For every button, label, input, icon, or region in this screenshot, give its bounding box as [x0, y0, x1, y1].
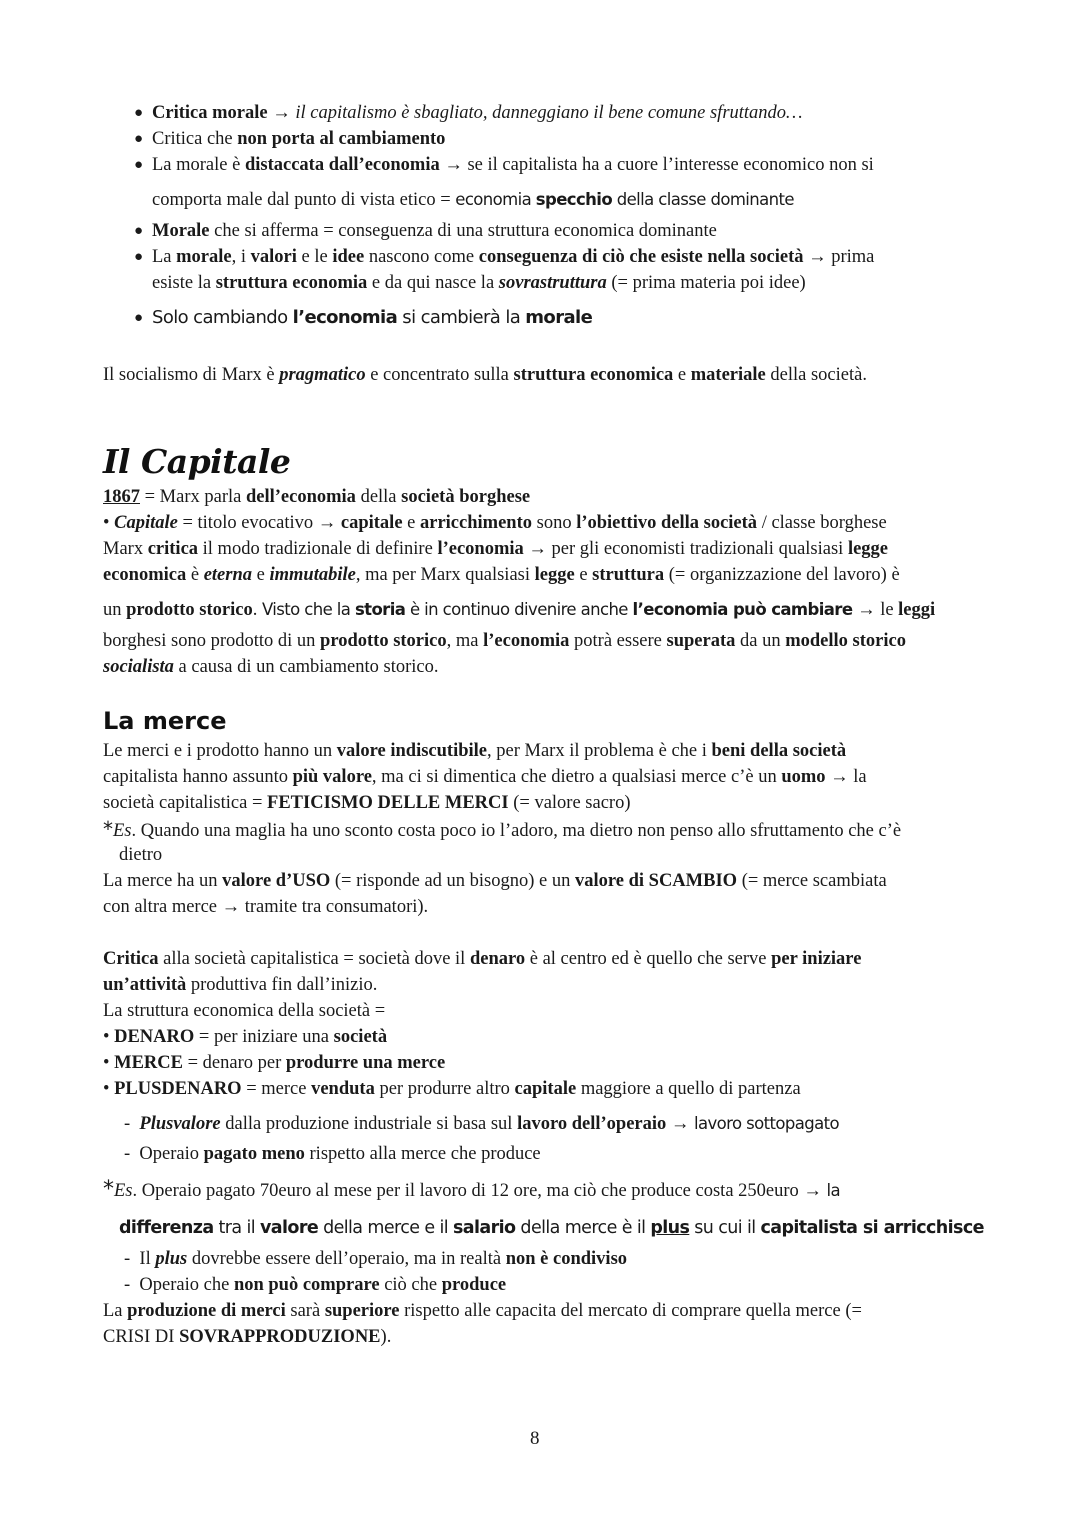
- bullet-morale-valori-line1: La morale, i valori e le idee nascono come conseguenza di ciò che esiste nella società → prima: [152, 247, 875, 267]
- merce-line-dietro: dietro: [119, 845, 163, 865]
- section-title-il-capitale: Il Capitale: [103, 442, 291, 481]
- critica-item-denaro: • DENARO = per iniziare una società: [103, 1027, 388, 1047]
- critica-dash-pagato-meno: - Operaio pagato meno rispetto alla merce che produce: [124, 1144, 541, 1164]
- merce-line-altra: con altra merce → tramite tra consumatori).: [103, 897, 429, 917]
- bullet-morale-distaccata-line1: La morale è distaccata dall’economia → se il capitalista ha a cuore l’interesse economico non si: [152, 155, 874, 175]
- critica-dash-plusvalore: - Plusvalore dalla produzione industriale si basa sul lavoro dell’operaio → lavoro sottopagato: [124, 1114, 839, 1134]
- critica-example-operaio: *Es. Operaio pagato 70euro al mese per il lavoro di 12 ore, ma ciò che produce costa 250euro → la: [103, 1177, 841, 1202]
- merce-line-valore-uso: La merce ha un valore d’USO (= risponde ad un bisogno) e un valore di SCAMBIO (= merce scambiata: [103, 871, 887, 891]
- bullet-dot: ●: [134, 223, 144, 239]
- critica-item-merce: • MERCE = denaro per produrre una merce: [103, 1053, 446, 1073]
- critica-conclusion-line1: La produzione di merci sarà superiore rispetto alle capacita del mercato di comprare quella merce (=: [103, 1301, 862, 1321]
- bullet-critica-cambiamento: Critica che non porta al cambiamento: [152, 129, 446, 149]
- capitale-line-borghesi: borghesi sono prodotto di un prodotto storico, ma l’economia potrà essere superata da un modello storico: [103, 631, 906, 651]
- capitale-line-1867: 1867 = Marx parla dell’economia della società borghese: [103, 487, 531, 507]
- critica-item-plusdenaro: • PLUSDENARO = merce venduta per produrre altro capitale maggiore a quello di partenza: [103, 1079, 801, 1099]
- bullet-morale-distaccata-line2: comporta male dal punto di vista etico = economia specchio della classe dominante: [152, 190, 794, 210]
- asterisk-icon: *: [103, 1177, 114, 1202]
- capitale-line-critica: Marx critica il modo tradizionale di definire l’economia → per gli economisti tradizionali qualsiasi legge: [103, 539, 889, 559]
- bullet-dot: ●: [134, 249, 144, 265]
- merce-line-example: *Es. Quando una maglia ha uno sconto costa poco io l’adoro, ma dietro non penso allo sfruttamento che c’è: [103, 817, 902, 841]
- critica-dash-plus: - Il plus dovrebbe essere dell’operaio, ma in realtà non è condiviso: [124, 1249, 628, 1269]
- merce-line-1: Le merci e i prodotto hanno un valore indiscutibile, per Marx il problema è che i beni della società: [103, 741, 847, 761]
- bullet-dot: ●: [134, 157, 144, 173]
- capitale-line-storia: un prodotto storico. Visto che la storia è in continuo divenire anche l’economia può cambiare → le leggi: [103, 600, 936, 620]
- critica-line-2: un’attività produttiva fin dall’inizio.: [103, 975, 378, 995]
- critica-conclusion-line2: CRISI DI SOVRAPPRODUZIONE).: [103, 1327, 392, 1347]
- bullet-dot: ●: [134, 310, 144, 326]
- page-number: 8: [530, 1428, 540, 1449]
- asterisk-icon: *: [103, 817, 113, 841]
- capitale-line-socialista: socialista a causa di un cambiamento storico.: [103, 657, 439, 677]
- bullet-critica-morale: Critica morale → il capitalismo è sbagliato, danneggiano il bene comune sfruttando…: [152, 103, 803, 123]
- bullet-morale-afferma: Morale che si afferma = conseguenza di una struttura economica dominante: [152, 221, 717, 241]
- merce-line-3: società capitalistica = FETICISMO DELLE MERCI (= valore sacro): [103, 793, 631, 813]
- bullet-solo-cambiando: Solo cambiando l’economia si cambierà la morale: [152, 307, 593, 328]
- section-title-la-merce: La merce: [103, 707, 227, 735]
- bullet-morale-valori-line2: esiste la struttura economia e da qui nasce la sovrastruttura (= prima materia poi idee): [152, 273, 806, 293]
- bullet-dot: ●: [134, 105, 144, 121]
- capitale-line-eterna: economica è eterna e immutabile, ma per Marx qualsiasi legge e struttura (= organizzazione del lavoro) è: [103, 565, 900, 585]
- summary-socialismo: Il socialismo di Marx è pragmatico e concentrato sulla struttura economica e materiale della società.: [103, 365, 867, 385]
- capitale-line-titolo: • Capitale = titolo evocativo → capitale e arricchimento sono l’obiettivo della società / classe borghese: [103, 513, 887, 533]
- critica-line-1: Critica alla società capitalistica = società dove il denaro è al centro ed è quello che serve per iniziare: [103, 949, 862, 969]
- merce-line-2: capitalista hanno assunto più valore, ma ci si dimentica che dietro a qualsiasi merce c’è un uomo → la: [103, 767, 867, 787]
- critica-line-3: La struttura economica della società =: [103, 1001, 386, 1021]
- critica-example-differenza: differenza tra il valore della merce e il salario della merce è il plus su cui il capitalista si arricchisce: [119, 1218, 984, 1238]
- bullet-dot: ●: [134, 131, 144, 147]
- critica-dash-comprare: - Operaio che non può comprare ciò che produce: [124, 1275, 507, 1295]
